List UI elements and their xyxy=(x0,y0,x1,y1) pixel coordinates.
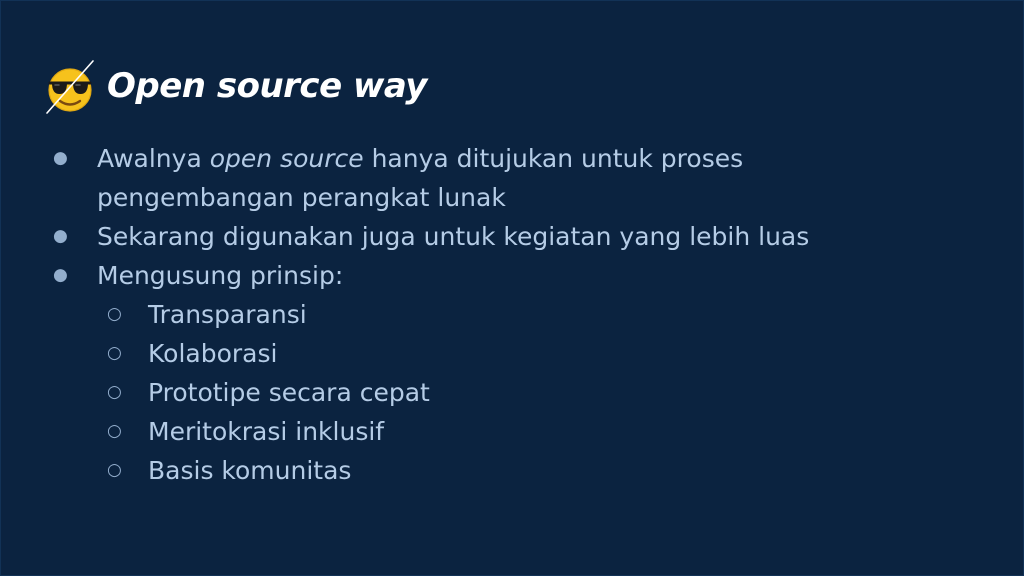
text-fragment: Awalnya xyxy=(97,144,210,173)
list-item-continuation: pengembangan perangkat lunak xyxy=(97,183,506,212)
hollow-bullet-icon: ○ xyxy=(107,382,122,402)
text-fragment: hanya ditujukan untuk proses xyxy=(363,144,744,173)
sub-list-item-text: Prototipe secara cepat xyxy=(148,378,430,407)
list-item-text xyxy=(97,139,743,178)
bullet-list xyxy=(53,139,973,490)
hollow-bullet-icon: ○ xyxy=(107,460,122,480)
smiling-face-with-sunglasses-icon xyxy=(45,57,95,115)
sub-list-item xyxy=(53,295,973,334)
sub-list-item-text: Basis komunitas xyxy=(148,456,352,485)
hollow-bullet-icon: ○ xyxy=(107,421,122,441)
list-item-text: Mengusung prinsip: xyxy=(97,261,344,290)
sub-list-item-text: Meritokrasi inklusif xyxy=(148,417,385,446)
list-item xyxy=(53,217,973,256)
list-item-text: Sekarang digunakan juga untuk kegiatan yang lebih luas xyxy=(97,222,810,251)
sub-list-item-text: Kolaborasi xyxy=(148,339,278,368)
list-item xyxy=(53,256,973,295)
sub-list-item xyxy=(53,451,973,490)
hollow-bullet-icon: ○ xyxy=(107,304,122,324)
title-row xyxy=(45,57,427,115)
slide-title: Open source way xyxy=(107,66,427,106)
emphasis-text: open source xyxy=(209,144,364,173)
sub-list-item xyxy=(53,412,973,451)
bullet-icon: ● xyxy=(53,226,68,246)
list-item xyxy=(53,139,973,217)
sub-list-item-text: Transparansi xyxy=(148,300,307,329)
hollow-bullet-icon: ○ xyxy=(107,343,122,363)
bullet-icon: ● xyxy=(53,148,68,168)
sub-list-item xyxy=(53,334,973,373)
sub-list-item xyxy=(53,373,973,412)
bullet-icon: ● xyxy=(53,265,68,285)
